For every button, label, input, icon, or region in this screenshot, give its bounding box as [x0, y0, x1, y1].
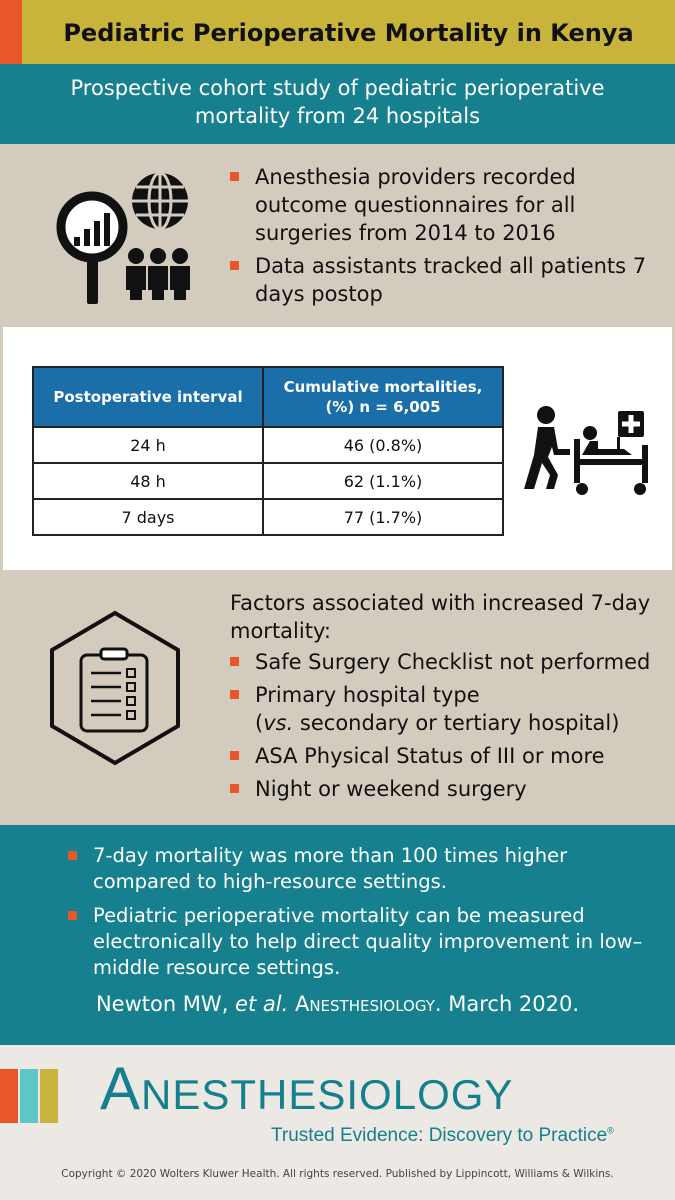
bullet-square-icon: [230, 751, 239, 760]
table-row: [33, 427, 503, 463]
factors-bullets: [230, 648, 670, 808]
bullet-square-icon: [68, 851, 77, 860]
interval-cell: 48 h: [33, 463, 263, 499]
tagline: Trusted Evidence: Discovery to Practice®: [271, 1125, 614, 1146]
bullet-square-icon: [230, 784, 239, 793]
list-item: ASA Physical Status of III or more: [230, 742, 670, 770]
list-item: 7-day mortality was more than 100 times higher compared to high-resource settings.: [68, 843, 648, 895]
table-row: [33, 499, 503, 535]
bullet-square-icon: [230, 690, 239, 699]
table-row: [33, 463, 503, 499]
logo-stripe-gold: [40, 1069, 58, 1123]
factors-heading: Factors associated with increased 7-day mortality:: [230, 591, 651, 643]
subtitle: Prospective cohort study of pediatric perioperative mortality from 24 hospitals: [70, 76, 605, 128]
mortality-table: [32, 366, 504, 536]
interval-cell: 7 days: [33, 499, 263, 535]
people-icon: [126, 248, 190, 300]
methods-bullets: [230, 163, 665, 313]
clipboard-checklist-icon: [45, 607, 185, 769]
list-item: Night or weekend surgery: [230, 775, 670, 803]
bullet-square-icon: [230, 261, 239, 270]
bullet-square-icon: [230, 657, 239, 666]
list-item: Data assistants tracked all patients 7 days postop: [230, 252, 665, 308]
column-header-mortalities: Cumulative mortalities, (%) n = 6,005: [263, 367, 503, 427]
table-header-row: [33, 367, 503, 427]
patient-stretcher-icon: [520, 405, 655, 497]
logo-stripe-orange: [0, 1069, 18, 1123]
bullet-square-icon: [68, 911, 77, 920]
interval-cell: 24 h: [33, 427, 263, 463]
conclusions-bullets: [68, 843, 648, 989]
magnifier-chart-icon: [50, 165, 200, 310]
list-item: Primary hospital type (vs. secondary or tertiary hospital): [230, 681, 670, 737]
bullet-square-icon: [230, 172, 239, 181]
logo-stripe-aqua: [20, 1069, 38, 1123]
citation: Newton MW, et al. Anesthesiology. March 2020.: [95, 992, 580, 1016]
copyright: Copyright © 2020 Wolters Kluwer Health. All rights reserved. Published by Lippincott, Williams & Wilkins.: [61, 1168, 614, 1180]
list-item: Safe Surgery Checklist not performed: [230, 648, 670, 676]
globe-icon: [132, 173, 188, 229]
journal-logo: Anesthesiology: [100, 1055, 514, 1122]
mortality-cell: 77 (1.7%): [263, 499, 503, 535]
list-item: Pediatric perioperative mortality can be measured electronically to help direct quality improvement in low–middle resource settings.: [68, 903, 648, 981]
mortality-cell: 46 (0.8%): [263, 427, 503, 463]
mortality-cell: 62 (1.1%): [263, 463, 503, 499]
list-item: Anesthesia providers recorded outcome questionnaires for all surgeries from 2014 to 2016: [230, 163, 665, 247]
page-title: Pediatric Perioperative Mortality in Kenya: [63, 19, 634, 47]
title-accent-stripe: [0, 0, 22, 64]
column-header-interval: Postoperative interval: [33, 367, 263, 427]
